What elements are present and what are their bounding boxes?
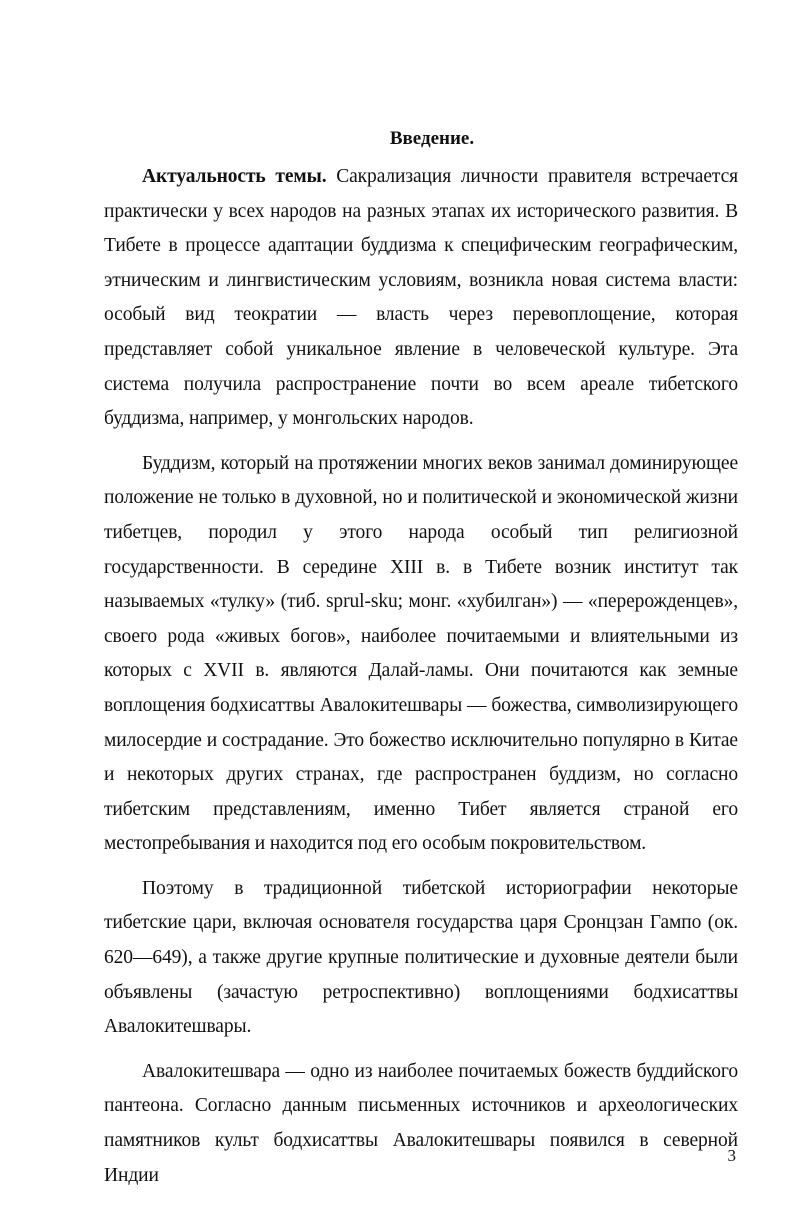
- page-title: Введение.: [389, 128, 475, 149]
- page-body: [104, 122, 738, 1203]
- paragraph-buddhism: Буддизм, который на протяжении многих веков занимал доминирующее положение не только в духовной, но и политической и экономической жизни тибетцев, породил у этого народа особый тип религиозной государственности. В середине XIII в. в Тибете возник институт так называемых «тулку» (тиб. sprul-sku; монг. «хубилган») — «перерожденцев», своего рода «живых богов», наиболее почитаемыми и влиятельными из которых с XVII в. являются Далай-ламы. Они почитаются как земные воплощения бодхисаттвы Авалокитешвары — божества, символизирующего милосердие и сострадание. Это божество исключительно популярно в Китае и некоторых других странах, где распространен буддизм, но согласно тибетским представлениям, именно Тибет является страной его местопребывания и находится под его особым покровительством.: [104, 452, 738, 855]
- paragraph-relevance: [104, 160, 738, 437]
- paragraph-lead: Актуальность темы.: [142, 166, 327, 187]
- paragraph-text: Сакрализация личности правителя встречается практически у всех народов на разных этапах их исторического развития. В Тибете в процессе адаптации буддизма к специфическим географическим, этническим и лингвистическим условиям, возникла новая система власти: особый вид теократии — власть через перевоплощение, которая представляет собой уникальное явление в человеческой культуре. Эта система получила распространение почти во всем ареале тибетского буддизма, например, у монгольских народов.: [104, 166, 738, 430]
- paragraph-historiography: Поэтому в традиционной тибетской историографии некоторые тибетские цари, включая основателя государства царя Сронцзан Гампо (ок. 620—649), а также другие крупные политические и духовные деятели были объявлены (зачастую ретроспективно) воплощениями бодхисаттвы Авалокитешвары.: [104, 877, 738, 1038]
- paragraph-avalokiteshvara: Авалокитешвара — одно из наиболее почитаемых божеств буддийского пантеона. Согласно данным письменных источников и археологических памятников культ бодхисаттвы Авалокитешвары появился в северной Индии: [104, 1060, 738, 1186]
- page-number: 3: [727, 1146, 736, 1165]
